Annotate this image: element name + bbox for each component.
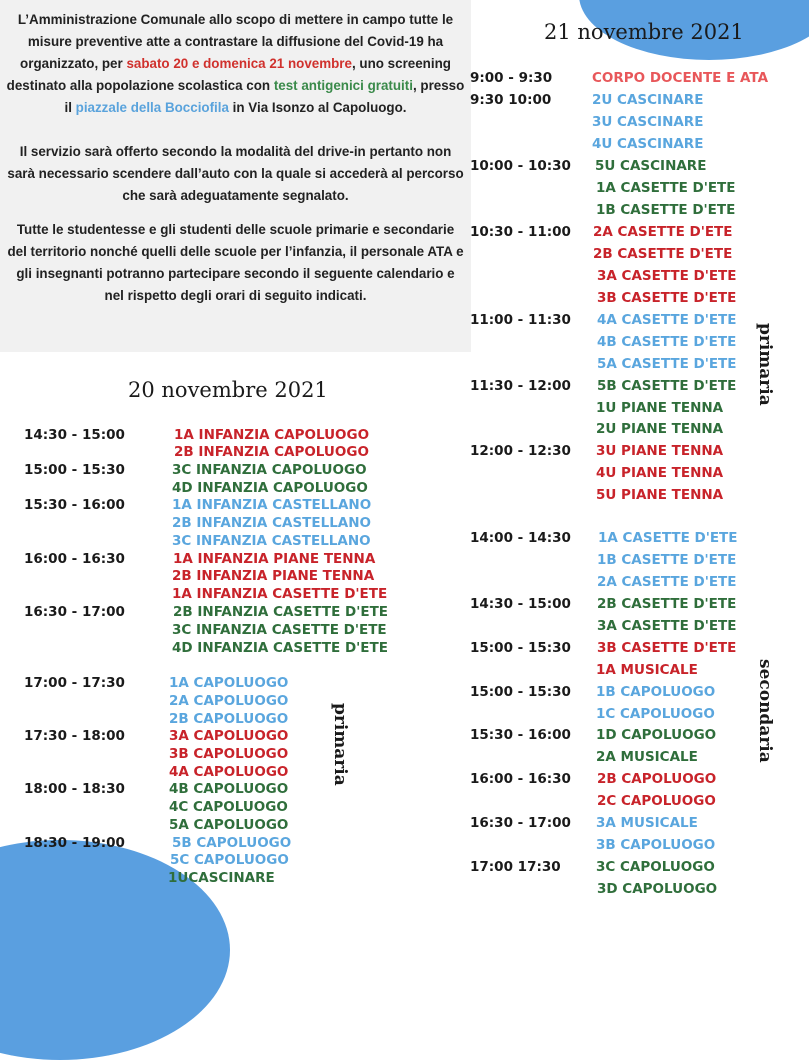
class-entry: 3A CAPOLUOGO bbox=[169, 728, 289, 744]
class-entry: 2B INFANZIA PIANE TENNA bbox=[172, 568, 375, 584]
time-slot: 9:00 - 9:30 bbox=[470, 70, 553, 86]
intro-paragraph-3: Tutte le studentesse e gli studenti delle scuole primarie e secondarie del territorio nonché quelli delle scuole per l’infanzia, il personale ATA e gli insegnanti potranno partecipare secondo il seguente calendario e nel rispetto degli orari di seguito indicati. bbox=[7, 222, 464, 303]
class-entry: 5A CASETTE D'ETE bbox=[597, 356, 737, 372]
time-slot: 11:00 - 11:30 bbox=[470, 312, 571, 328]
class-entry: 2U PIANE TENNA bbox=[596, 421, 724, 437]
class-entry: 1D CAPOLUOGO bbox=[596, 727, 717, 743]
class-entry: 4B CASETTE D'ETE bbox=[597, 334, 737, 350]
class-entry: 2C CAPOLUOGO bbox=[597, 793, 716, 809]
class-entry: 3B CASETTE D'ETE bbox=[597, 290, 737, 306]
class-entry: 3B CASETTE D'ETE bbox=[597, 640, 737, 656]
class-entry: 1C CAPOLUOGO bbox=[596, 706, 715, 722]
class-entry: 2U CASCINARE bbox=[592, 92, 704, 108]
time-slot: 11:30 - 12:00 bbox=[470, 378, 571, 394]
class-entry: 2B CAPOLUOGO bbox=[597, 771, 717, 787]
time-slot: 15:00 - 15:30 bbox=[470, 640, 571, 656]
day2-vertical-label-secondaria: secondaria bbox=[755, 659, 775, 763]
class-entry: 3C INFANZIA CAPOLUOGO bbox=[172, 462, 367, 478]
day2-title: 21 novembre 2021 bbox=[544, 20, 744, 44]
class-entry: CORPO DOCENTE E ATA bbox=[592, 70, 769, 86]
time-slot: 10:30 - 11:00 bbox=[470, 224, 571, 240]
class-entry: 1B CASETTE D'ETE bbox=[596, 202, 736, 218]
class-entry: 1A INFANZIA CASETTE D'ETE bbox=[172, 586, 388, 602]
time-slot: 15:00 - 15:30 bbox=[470, 684, 571, 700]
class-entry: 2A MUSICALE bbox=[596, 749, 698, 765]
class-entry: 3A CASETTE D'ETE bbox=[597, 268, 737, 284]
intro-box bbox=[0, 0, 471, 352]
class-entry: 2B CAPOLUOGO bbox=[169, 711, 289, 727]
class-entry: 4A CAPOLUOGO bbox=[169, 764, 289, 780]
class-entry: 2B INFANZIA CASETTE D'ETE bbox=[173, 604, 389, 620]
class-entry: 5B CAPOLUOGO bbox=[172, 835, 292, 851]
class-entry: 4B CAPOLUOGO bbox=[169, 781, 289, 797]
class-entry: 5U CASCINARE bbox=[595, 158, 707, 174]
class-entry: 5U PIANE TENNA bbox=[596, 487, 724, 503]
class-entry: 1A CASETTE D'ETE bbox=[596, 180, 736, 196]
class-entry: 1U PIANE TENNA bbox=[596, 400, 724, 416]
time-slot: 14:30 - 15:00 bbox=[470, 596, 571, 612]
class-entry: 2B INFANZIA CASTELLANO bbox=[172, 515, 372, 531]
time-slot: 15:30 - 16:00 bbox=[470, 727, 571, 743]
class-entry: 1A CASETTE D'ETE bbox=[598, 530, 738, 546]
time-slot: 12:00 - 12:30 bbox=[470, 443, 571, 459]
class-entry: 4U CASCINARE bbox=[592, 136, 704, 152]
intro-p1-segment: sabato 20 e domenica 21 novembre bbox=[126, 56, 352, 71]
class-entry: 3C CAPOLUOGO bbox=[596, 859, 715, 875]
time-slot: 16:30 - 17:00 bbox=[470, 815, 571, 831]
time-slot: 16:30 - 17:00 bbox=[24, 604, 125, 620]
time-slot: 14:30 - 15:00 bbox=[24, 427, 125, 443]
class-entry: 2A CASETTE D'ETE bbox=[597, 574, 737, 590]
class-entry: 5C CAPOLUOGO bbox=[170, 852, 289, 868]
class-entry: 5B CASETTE D'ETE bbox=[597, 378, 737, 394]
class-entry: 1A INFANZIA CAPOLUOGO bbox=[174, 427, 370, 443]
class-entry: 1B CASETTE D'ETE bbox=[597, 552, 737, 568]
class-entry: 3C INFANZIA CASETTE D'ETE bbox=[172, 622, 387, 638]
class-entry: 2B CASETTE D'ETE bbox=[597, 596, 737, 612]
class-entry: 5A CAPOLUOGO bbox=[169, 817, 289, 833]
class-entry: 1A INFANZIA CASTELLANO bbox=[172, 497, 372, 513]
class-entry: 3B CAPOLUOGO bbox=[596, 837, 716, 853]
intro-p1-segment: , uno screening destinato alla popolazione scolastica con bbox=[6, 56, 451, 93]
class-entry: 3U PIANE TENNA bbox=[596, 443, 724, 459]
class-entry: 1A INFANZIA PIANE TENNA bbox=[173, 551, 376, 567]
time-slot: 10:00 - 10:30 bbox=[470, 158, 571, 174]
class-entry: 3D CAPOLUOGO bbox=[597, 881, 718, 897]
time-slot: 17:30 - 18:00 bbox=[24, 728, 125, 744]
class-entry: 4A CASETTE D'ETE bbox=[597, 312, 737, 328]
class-entry: 2B INFANZIA CAPOLUOGO bbox=[174, 444, 369, 460]
class-entry: 4C CAPOLUOGO bbox=[169, 799, 288, 815]
class-entry: 4U PIANE TENNA bbox=[596, 465, 724, 481]
class-entry: 1A CAPOLUOGO bbox=[169, 675, 289, 691]
class-entry: 1UCASCINARE bbox=[168, 870, 275, 886]
class-entry: 2B CASETTE D'ETE bbox=[593, 246, 733, 262]
intro-paragraph-2: Il servizio sarà offerto secondo la modalità del drive-in pertanto non sarà necessario scendere dall’auto con la quale si accederà al percorso che sarà adeguatamente segnalato. bbox=[7, 144, 464, 203]
class-entry: 4D INFANZIA CAPOLUOGO bbox=[172, 480, 368, 496]
class-entry: 1B CAPOLUOGO bbox=[596, 684, 716, 700]
day2-vertical-label-primaria: primaria bbox=[755, 323, 775, 406]
class-entry: 3B CAPOLUOGO bbox=[169, 746, 289, 762]
time-slot: 16:00 - 16:30 bbox=[470, 771, 571, 787]
class-entry: 1A MUSICALE bbox=[596, 662, 698, 678]
time-slot: 16:00 - 16:30 bbox=[24, 551, 125, 567]
intro-p1-segment: , presso il bbox=[64, 78, 465, 115]
class-entry: 4D INFANZIA CASETTE D'ETE bbox=[172, 640, 388, 656]
class-entry: 3A CASETTE D'ETE bbox=[597, 618, 737, 634]
time-slot: 17:00 17:30 bbox=[470, 859, 561, 875]
intro-p1-segment: L’Amministrazione Comunale allo scopo di mettere in campo tutte le misure preventive atte a contrastare la diffusione del Covid-19 ha organizzato, per bbox=[17, 12, 454, 71]
time-slot: 15:00 - 15:30 bbox=[24, 462, 125, 478]
time-slot: 9:30 10:00 bbox=[470, 92, 552, 108]
day1-title: 20 novembre 2021 bbox=[128, 378, 328, 402]
class-entry: 3A MUSICALE bbox=[596, 815, 698, 831]
time-slot: 17:00 - 17:30 bbox=[24, 675, 125, 691]
class-entry: 3U CASCINARE bbox=[592, 114, 704, 130]
time-slot: 18:30 - 19:00 bbox=[24, 835, 125, 851]
time-slot: 15:30 - 16:00 bbox=[24, 497, 125, 513]
class-entry: 3C INFANZIA CASTELLANO bbox=[172, 533, 371, 549]
class-entry: 2A CASETTE D'ETE bbox=[593, 224, 733, 240]
intro-p1-segment: test antigenici gratuiti bbox=[273, 78, 413, 93]
intro-p1-segment: piazzale della Bocciofila bbox=[75, 100, 229, 115]
intro-paragraph-1 bbox=[6, 9, 465, 119]
intro-p1-segment: in Via Isonzo al Capoluogo. bbox=[228, 100, 407, 115]
day1-vertical-label: primaria bbox=[330, 703, 350, 786]
time-slot: 14:00 - 14:30 bbox=[470, 530, 571, 546]
class-entry: 2A CAPOLUOGO bbox=[169, 693, 289, 709]
time-slot: 18:00 - 18:30 bbox=[24, 781, 125, 797]
